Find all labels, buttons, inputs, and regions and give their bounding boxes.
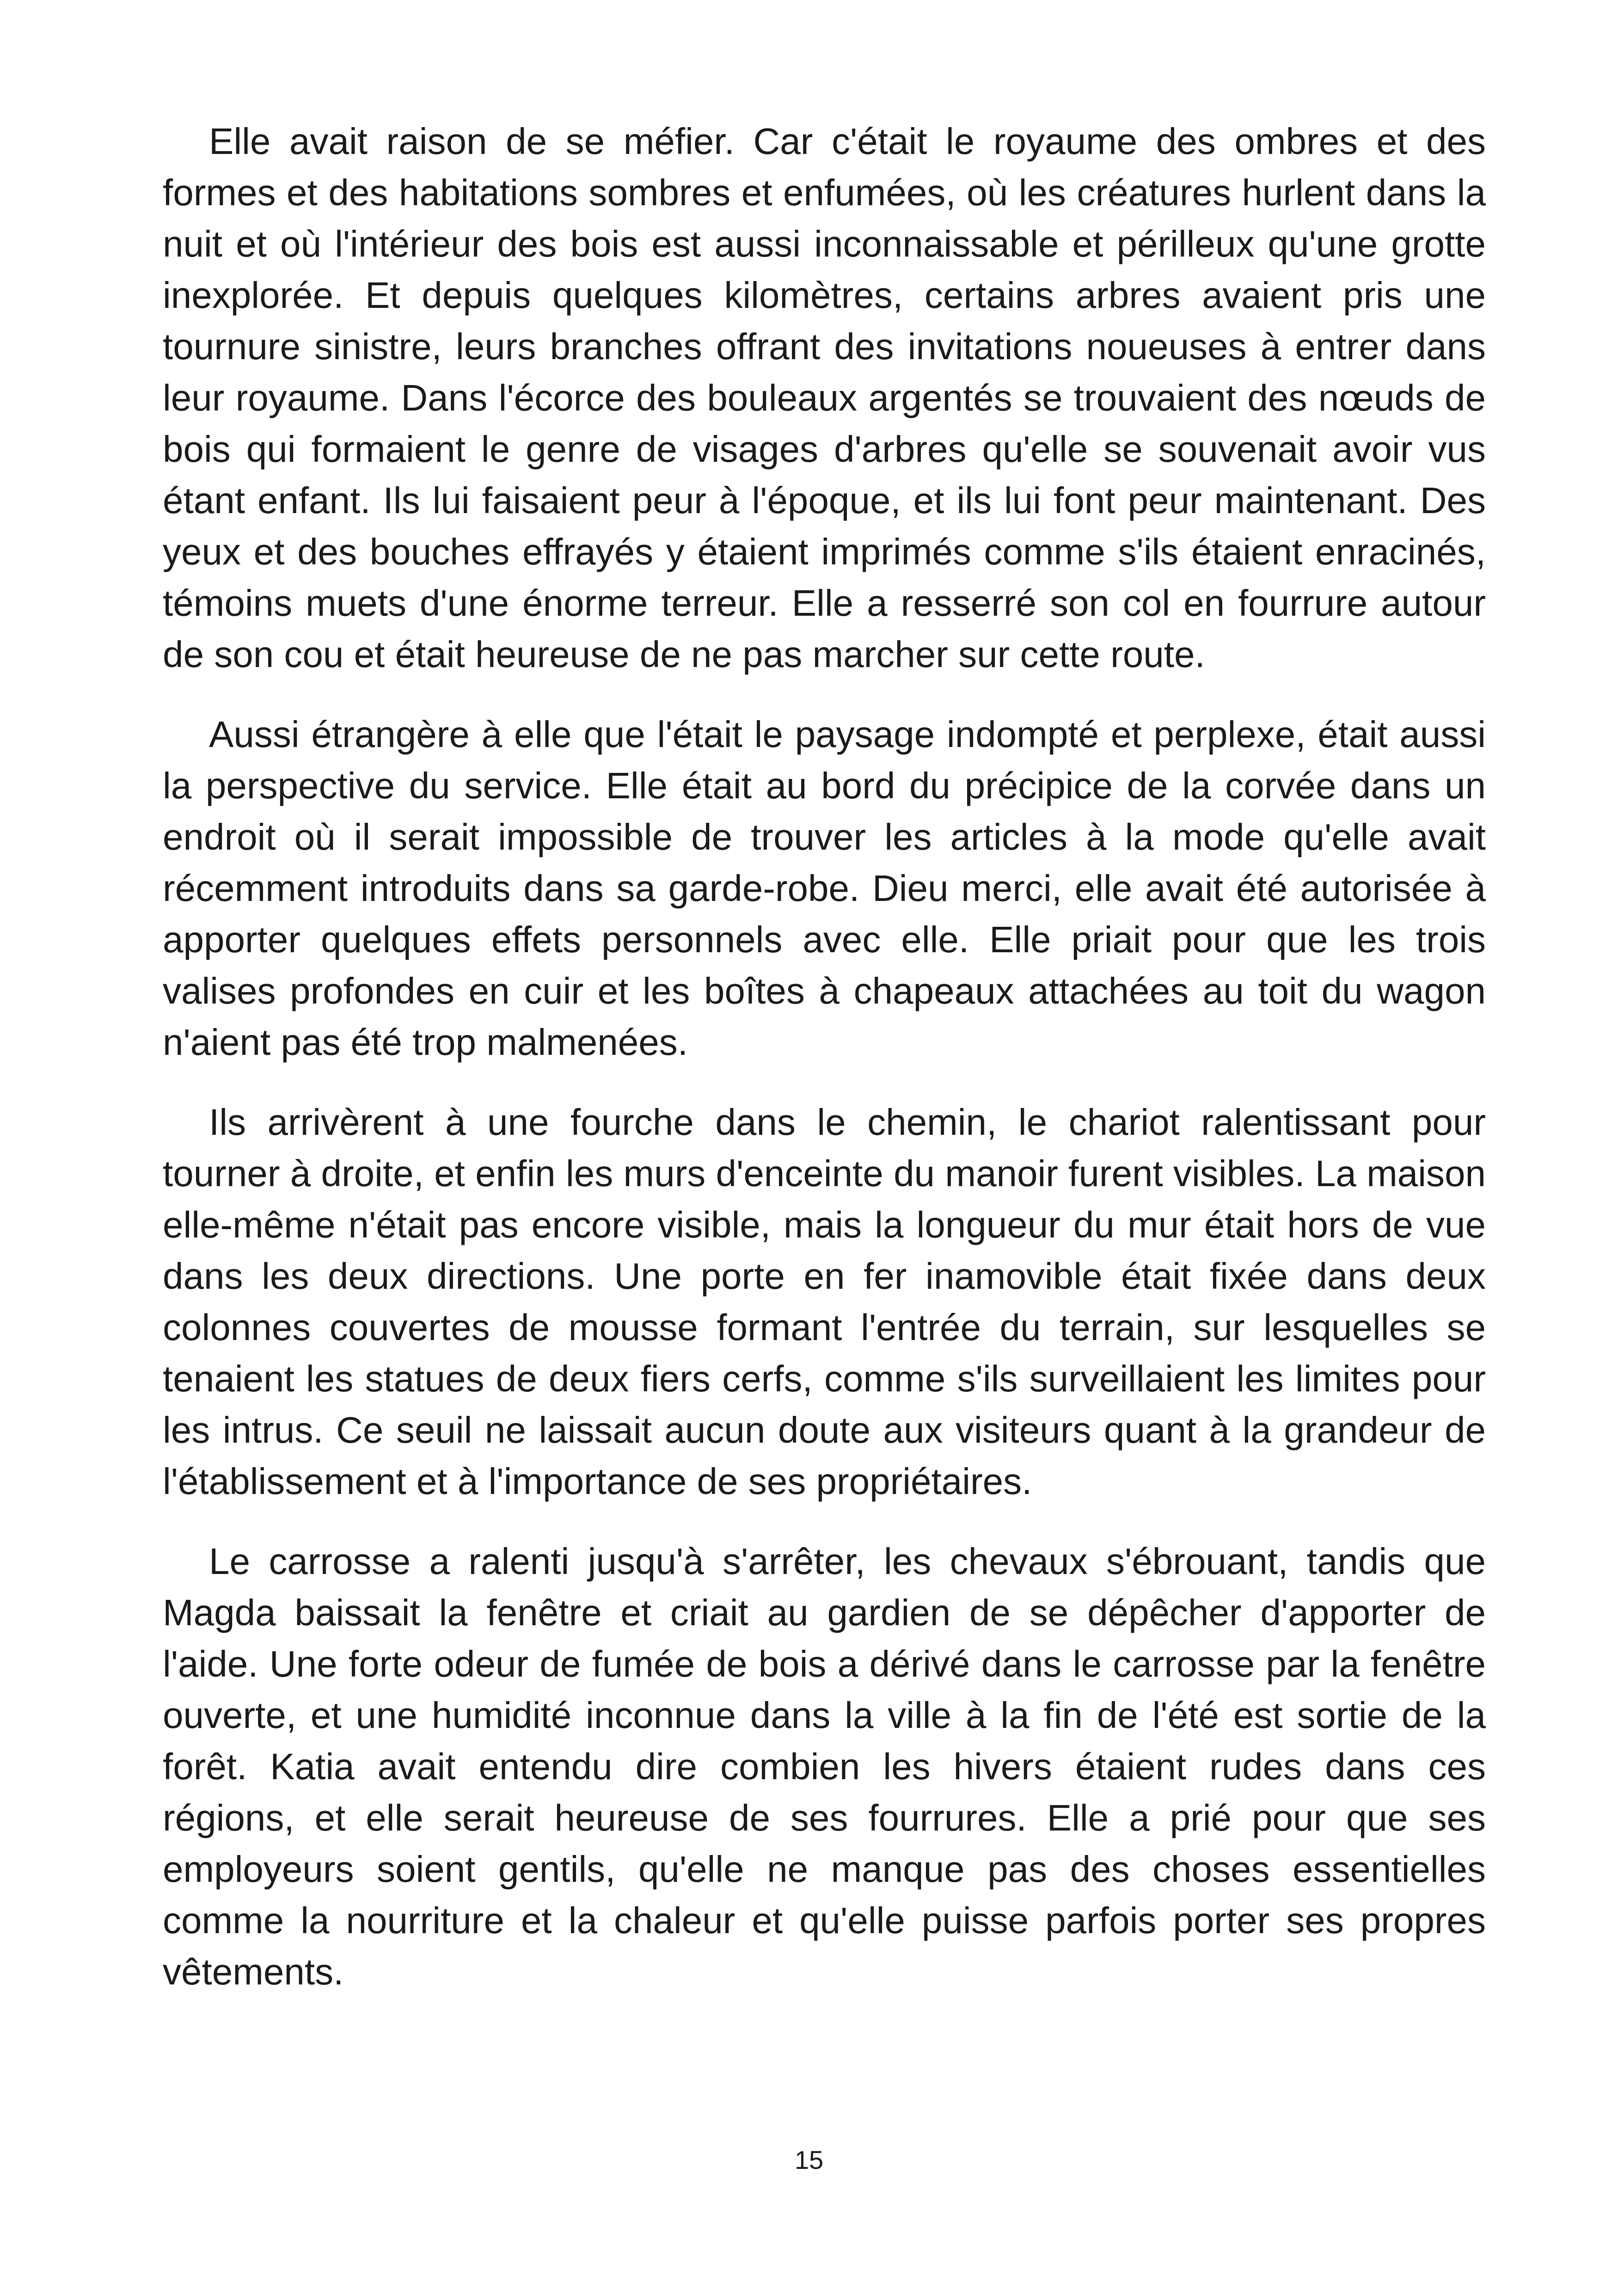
paragraph-2: Aussi étrangère à elle que l'était le paysage indompté et perplexe, était aussi la perspective du service. Elle était au bord du précipice de la corvée dans un endroit où il serait impossible de trouver les articles à la mode qu'elle avait récemment introduits dans sa garde-robe. Dieu merci, elle avait été autorisée à apporter quelques effets personnels avec elle. Elle priait pour que les trois valises profondes en cuir et les boîtes à chapeaux attachées au toit du wagon n'aient pas été trop malmenées. bbox=[163, 714, 1486, 1063]
page-number: 15 bbox=[794, 2145, 824, 2174]
paragraph-3: Ils arrivèrent à une fourche dans le chemin, le chariot ralentissant pour tourner à droite, et enfin les murs d'enceinte du manoir furent visibles. La maison elle-même n'était pas encore visible, mais la longueur du mur était hors de vue dans les deux directions. Une porte en fer inamovible était fixée dans deux colonnes couvertes de mousse formant l'entrée du terrain, sur lesquelles se tenaient les statues de deux fiers cerfs, comme s'ils surveillaient les limites pour les intrus. Ce seuil ne laissait aucun doute aux visiteurs quant à la grandeur de l'établissement et à l'importance de ses propriétaires. bbox=[163, 1102, 1486, 1502]
paragraph-1: Elle avait raison de se méfier. Car c'était le royaume des ombres et des formes et des habitations sombres et enfumées, où les créatures hurlent dans la nuit et où l'intérieur des bois est aussi inconnaissable et périlleux qu'une grotte inexplorée. Et depuis quelques kilomètres, certains arbres avaient pris une tournure sinistre, leurs branches offrant des invitations noueuses à entrer dans leur royaume. Dans l'écorce des bouleaux argentés se trouvaient des nœuds de bois qui formaient le genre de visages d'arbres qu'elle se souvenait avoir vus étant enfant. Ils lui faisaient peur à l'époque, et ils lui font peur maintenant. Des yeux et des bouches effrayés y étaient imprimés comme s'ils étaient enracinés, témoins muets d'une énorme terreur. Elle a resserré son col en fourrure autour de son cou et était heureuse de ne pas marcher sur cette route. bbox=[163, 121, 1486, 675]
body-text bbox=[163, 116, 1486, 2026]
paragraph-4: Le carrosse a ralenti jusqu'à s'arrêter, les chevaux s'ébrouant, tandis que Magda baissait la fenêtre et criait au gardien de se dépêcher d'apporter de l'aide. Une forte odeur de fumée de bois a dérivé dans le carrosse par la fenêtre ouverte, et une humidité inconnue dans la ville à la fin de l'été est sortie de la forêt. Katia avait entendu dire combien les hivers étaient rudes dans ces régions, et elle serait heureuse de ses fourrures. Elle a prié pour que ses employeurs soient gentils, qu'elle ne manque pas des choses essentielles comme la nourriture et la chaleur et qu'elle puisse parfois porter ses propres vêtements. bbox=[163, 1541, 1486, 1992]
